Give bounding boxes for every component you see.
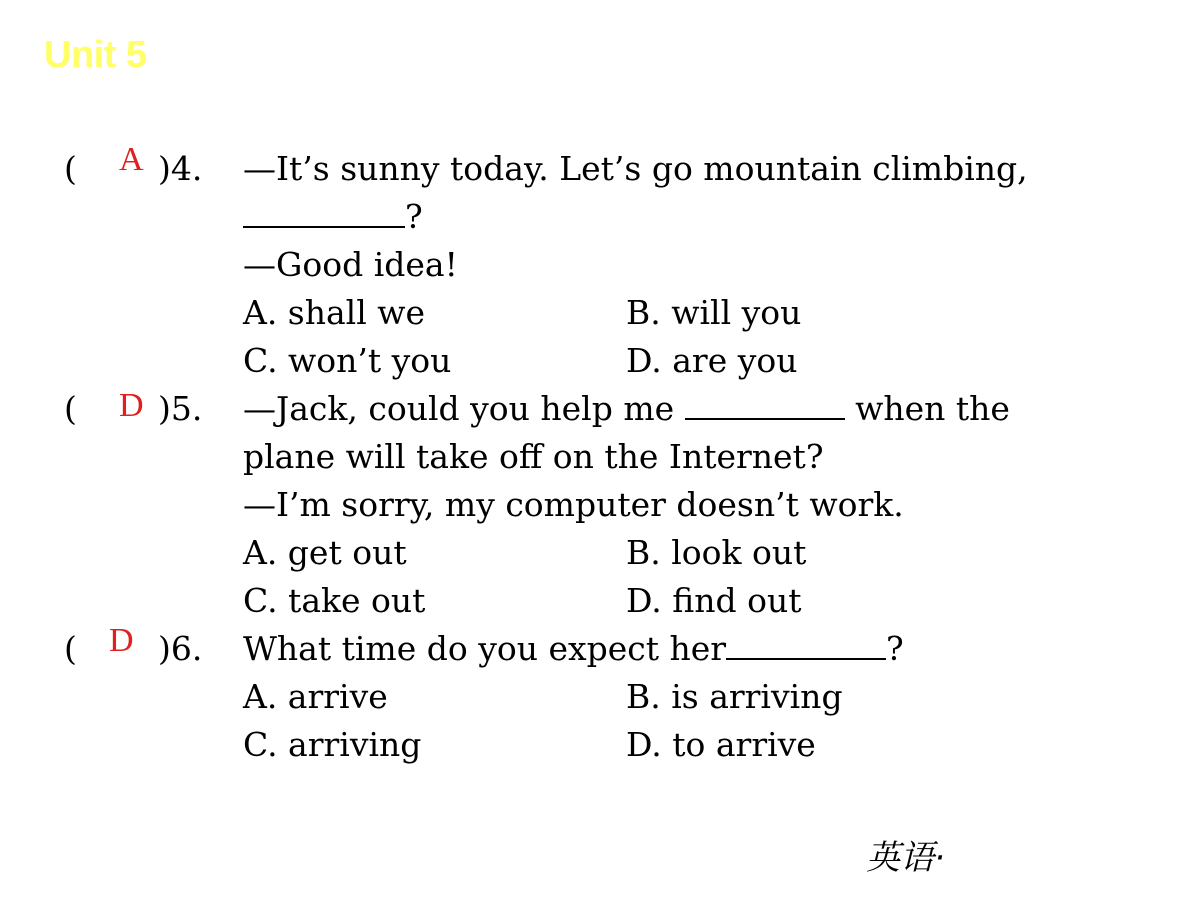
answer-blank xyxy=(243,200,405,228)
answer-paren-open: ( xyxy=(64,389,77,428)
option-5a: A. get out xyxy=(243,533,407,572)
question-4-reply: —Good idea! xyxy=(243,245,458,284)
option-6a: A. arrive xyxy=(243,677,388,716)
option-5d: D. find out xyxy=(626,581,802,620)
question-5-stem-line1: —Jack, could you help me when the xyxy=(243,389,1010,428)
answer-5: D xyxy=(119,387,144,424)
answer-6: D xyxy=(109,622,134,659)
option-4c: C. won’t you xyxy=(243,341,452,380)
option-6b: B. is arriving xyxy=(626,677,843,716)
question-5-reply: —I’m sorry, my computer doesn’t work. xyxy=(243,485,904,524)
question-5-stem-line2: plane will take off on the Internet? xyxy=(243,437,824,476)
answer-blank xyxy=(685,392,845,420)
option-6c: C. arriving xyxy=(243,725,422,764)
unit-title: Unit 5 xyxy=(44,34,147,76)
question-number-4: )4. xyxy=(158,149,203,188)
option-6d: D. to arrive xyxy=(626,725,816,764)
answer-blank xyxy=(726,632,886,660)
question-number-6: )6. xyxy=(158,629,203,668)
option-4a: A. shall we xyxy=(243,293,426,332)
option-5b: B. look out xyxy=(626,533,807,572)
answer-paren-open: ( xyxy=(64,629,77,668)
question-6-stem: What time do you expect her ? xyxy=(243,629,904,668)
question-4-stem-line2: ? xyxy=(243,200,423,233)
answer-paren-open: ( xyxy=(64,149,77,188)
question-4-stem-line1: —It’s sunny today. Let’s go mountain climbing, xyxy=(243,149,1028,188)
question-number-5: )5. xyxy=(158,389,203,428)
option-5c: C. take out xyxy=(243,581,426,620)
subject-label: 英语· xyxy=(866,838,945,878)
option-4d: D. are you xyxy=(626,341,798,380)
answer-4: A xyxy=(119,141,144,178)
option-4b: B. will you xyxy=(626,293,802,332)
